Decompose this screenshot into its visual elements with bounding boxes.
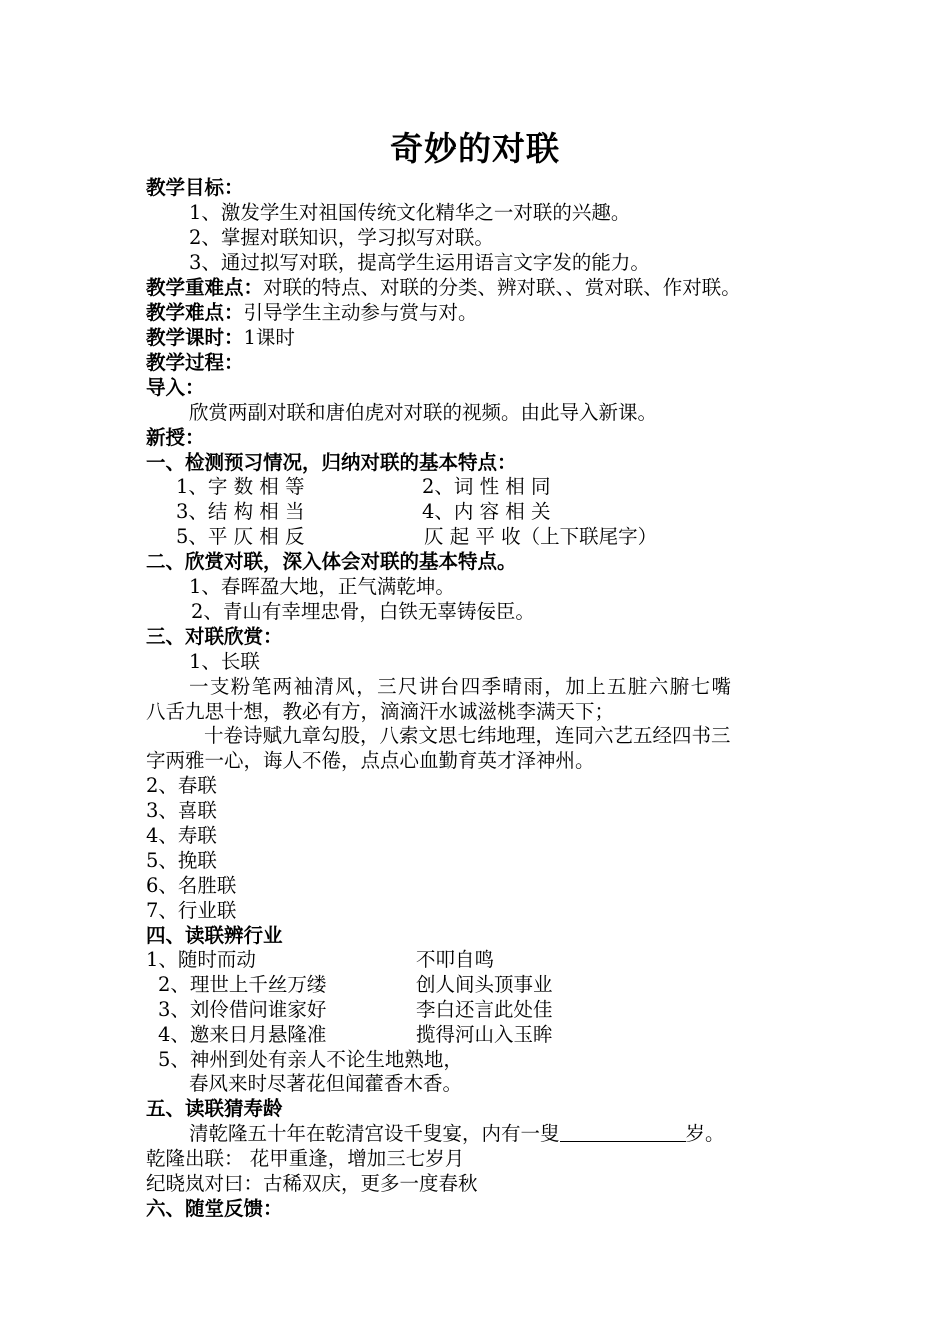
hours xyxy=(146,325,295,350)
objective-2: 2、掌握对联知识，学习拟写对联。 xyxy=(189,226,494,249)
objectives-heading: 教学目标： xyxy=(146,176,244,199)
page-title: 奇妙的对联 xyxy=(390,129,560,168)
intro-text: 欣赏两副对联和唐伯虎对对联的视频。由此导入新课。 xyxy=(189,401,658,424)
couplet-type-4: 4、寿联 xyxy=(146,824,217,847)
trade-right: 李白还言此处佳 xyxy=(416,998,553,1021)
hours-text: 1课时 xyxy=(243,326,295,349)
age-question-text: 清乾隆五十年在乾清宫设千叟宴，内有一叟 xyxy=(189,1122,560,1145)
difficulty-text: 引导学生主动参与赏与对。 xyxy=(243,301,478,324)
feature-left: 1、字 数 相 等 xyxy=(176,475,305,498)
section6-heading: 六、随堂反馈： xyxy=(146,1197,283,1220)
long-couplet-lower-1: 十卷诗赋九章勾股，八索文思七纬地理，连同六艺五经四书三 xyxy=(204,724,731,747)
trade-left: 2、理世上千丝万缕 xyxy=(158,973,327,996)
couplet-type-7: 7、行业联 xyxy=(146,899,237,922)
age-answer-blank[interactable] xyxy=(560,1123,686,1142)
trade-left: 1、随时而动 xyxy=(146,948,256,971)
trade-row-5a: 5、神州到处有亲人不论生地熟地， xyxy=(158,1048,463,1071)
long-couplet-label: 1、长联 xyxy=(189,650,260,673)
trade-row-1 xyxy=(146,947,495,972)
couplet-type-2: 2、春联 xyxy=(146,774,217,797)
key-points-label: 教学重难点： xyxy=(146,276,264,299)
section3-heading: 三、对联欣赏： xyxy=(146,625,283,648)
intro-heading: 导入： xyxy=(146,376,205,399)
trade-row-3 xyxy=(158,997,553,1022)
section1-heading: 一、检测预习情况，归纳对联的基本特点： xyxy=(146,451,517,474)
trade-right: 创人间头顶事业 xyxy=(416,973,553,996)
section2-heading: 二、欣赏对联，深入体会对联的基本特点。 xyxy=(146,550,517,573)
trade-right: 揽得河山入玉眸 xyxy=(416,1023,553,1046)
difficulty-label: 教学难点： xyxy=(146,301,244,324)
feature-row-2 xyxy=(176,499,551,524)
couplet-type-3: 3、喜联 xyxy=(146,799,217,822)
couplet-1: 1、春晖盈大地，正气满乾坤。 xyxy=(189,575,455,598)
qianlong-line: 乾隆出联： 花甲重逢，增加三七岁月 xyxy=(146,1147,465,1170)
hours-label: 教学课时： xyxy=(146,326,244,349)
new-lesson-heading: 新授： xyxy=(146,426,205,449)
couplet-type-5: 5、挽联 xyxy=(146,849,217,872)
section4-heading: 四、读联辨行业 xyxy=(146,924,283,947)
trade-row-2 xyxy=(158,972,553,997)
couplet-2: 2、青山有幸埋忠骨，白铁无辜铸佞臣。 xyxy=(191,600,535,623)
feature-right: 4、内 容 相 关 xyxy=(422,500,551,523)
feature-row-3 xyxy=(176,524,658,549)
feature-left: 3、结 构 相 当 xyxy=(176,500,305,523)
process-heading: 教学过程： xyxy=(146,351,244,374)
objective-1: 1、激发学生对祖国传统文化精华之一对联的兴趣。 xyxy=(189,201,631,224)
ji-line: 纪晓岚对曰：古稀双庆，更多一度春秋 xyxy=(146,1172,478,1195)
trade-row-5b: 春风来时尽著花但闻藿香木香。 xyxy=(189,1072,463,1095)
couplet-type-6: 6、名胜联 xyxy=(146,874,237,897)
feature-right: 仄 起 平 收（上下联尾字） xyxy=(424,525,658,548)
feature-row-1 xyxy=(176,474,551,499)
key-points xyxy=(146,275,741,300)
feature-left: 5、平 仄 相 反 xyxy=(176,525,305,548)
age-question-end: 岁。 xyxy=(685,1122,725,1145)
key-points-text: 对联的特点、对联的分类、辨对联、、赏对联、作对联。 xyxy=(263,276,741,299)
trade-left: 3、刘伶借问谁家好 xyxy=(158,998,327,1021)
long-couplet-lower-2: 字两雅一心，诲人不倦，点点心血勤育英才泽神州。 xyxy=(146,749,595,772)
long-couplet-upper-2: 八舌九思十想，教必有方，滴滴汗水诚滋桃李满天下； xyxy=(146,700,615,723)
feature-right: 2、词 性 相 同 xyxy=(422,475,551,498)
long-couplet-upper-1: 一支粉笔两袖清风，三尺讲台四季晴雨，加上五脏六腑七嘴 xyxy=(189,675,733,698)
trade-right: 不叩自鸣 xyxy=(416,948,495,971)
trade-left: 4、邀来日月悬隆准 xyxy=(158,1023,327,1046)
trade-row-4 xyxy=(158,1022,553,1047)
section5-heading: 五、读联猜寿龄 xyxy=(146,1097,283,1120)
age-question xyxy=(189,1121,725,1146)
difficulty xyxy=(146,300,478,325)
objective-3: 3、通过拟写对联，提高学生运用语言文字发的能力。 xyxy=(189,251,650,274)
